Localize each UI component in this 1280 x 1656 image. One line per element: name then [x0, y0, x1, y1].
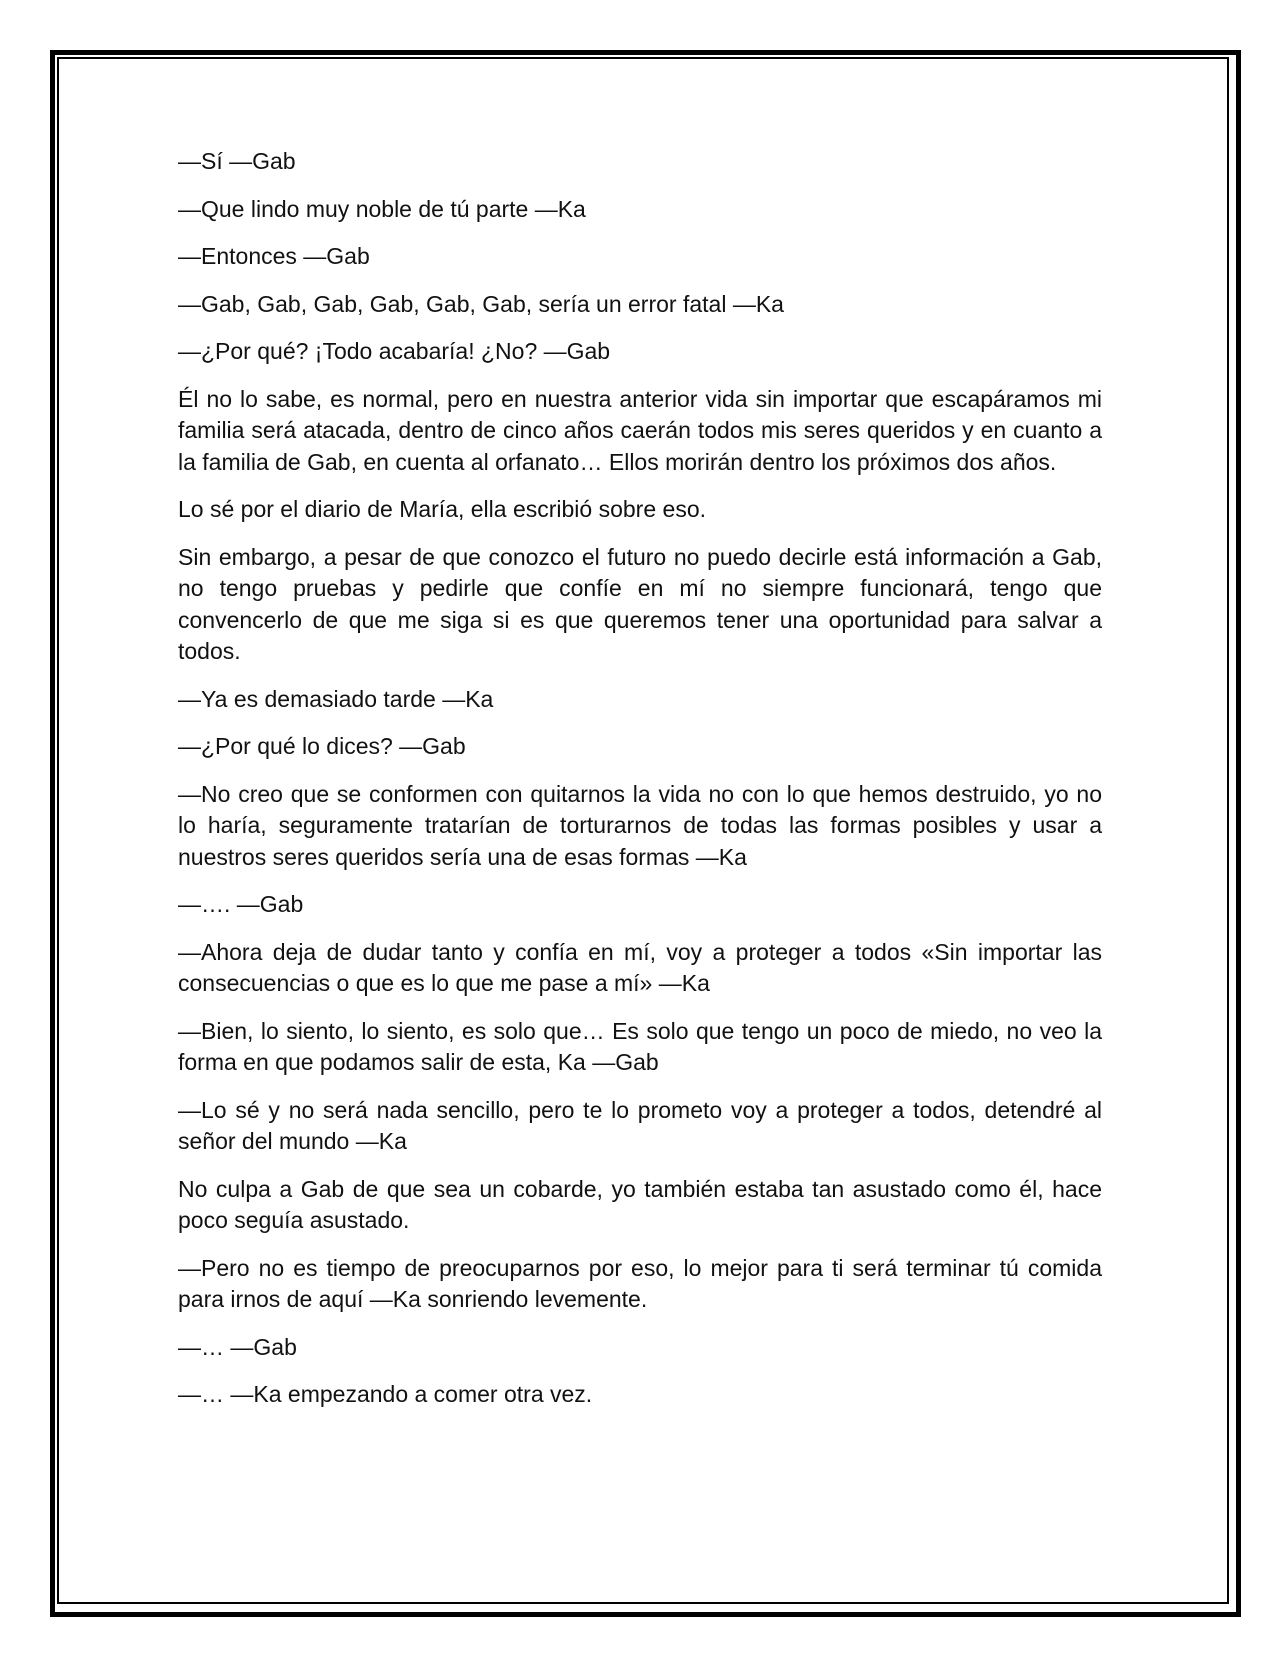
paragraph-17: —Pero no es tiempo de preocuparnos por eso, lo mejor para ti será terminar tú comida para irnos de aquí —Ka sonriendo levemente.: [178, 1254, 1102, 1312]
paragraph-18: —… —Gab: [178, 1333, 297, 1360]
page-text-body: [178, 146, 1102, 1427]
paragraph-2: —Que lindo muy noble de tú parte —Ka: [178, 195, 586, 222]
paragraph-9: —Ya es demasiado tarde —Ka: [178, 685, 494, 712]
paragraph-3: —Entonces —Gab: [178, 243, 370, 269]
paragraph-5: —¿Por qué? ¡Todo acabaría! ¿No? —Gab: [178, 338, 611, 364]
paragraph-13: —Ahora deja de dudar tanto y confía en mí, voy a proteger a todos «Sin importar las consecuencias o que es lo que me pase a mí» —Ka: [178, 938, 1102, 996]
paragraph-4: —Gab, Gab, Gab, Gab, Gab, Gab, sería un error fatal —Ka: [178, 290, 784, 317]
paragraph-11: —No creo que se conformen con quitarnos la vida no con lo que hemos destruido, yo no lo haría, seguramente tratarían de torturarnos de todas las formas posibles y usar a nuestros seres queridos sería una de esas formas —Ka: [178, 780, 1102, 870]
paragraph-19: —… —Ka empezando a comer otra vez.: [178, 1381, 593, 1407]
paragraph-1: —Sí —Gab: [178, 148, 296, 174]
paragraph-14: —Bien, lo siento, lo siento, es solo que… Es solo que tengo un poco de miedo, no veo la forma en que podamos salir de esta, Ka —Gab: [178, 1017, 1102, 1075]
paragraph-15: —Lo sé y no será nada sencillo, pero te lo prometo voy a proteger a todos, detendré al señor del mundo —Ka: [178, 1096, 1102, 1154]
paragraph-12: —…. —Gab: [178, 891, 304, 917]
paragraph-6: Él no lo sabe, es normal, pero en nuestra anterior vida sin importar que escapáramos mi familia será atacada, dentro de cinco años caerán todos mis seres queridos y en cuanto a la familia de Gab, en cuenta al orfanato… Ellos morirán dentro los próximos dos años.: [178, 385, 1102, 475]
paragraph-8: Sin embargo, a pesar de que conozco el futuro no puedo decirle está información a Gab, no tengo pruebas y pedirle que confíe en mí no siempre funcionará, tengo que convencerlo de que me siga si es que queremos tener una oportunidad para salvar a todos.: [178, 543, 1102, 664]
paragraph-16: No culpa a Gab de que sea un cobarde, yo también estaba tan asustado como él, hace poco seguía asustado.: [178, 1175, 1102, 1233]
paragraph-7: Lo sé por el diario de María, ella escribió sobre eso.: [178, 496, 707, 522]
paragraph-10: —¿Por qué lo dices? —Gab: [178, 733, 466, 759]
